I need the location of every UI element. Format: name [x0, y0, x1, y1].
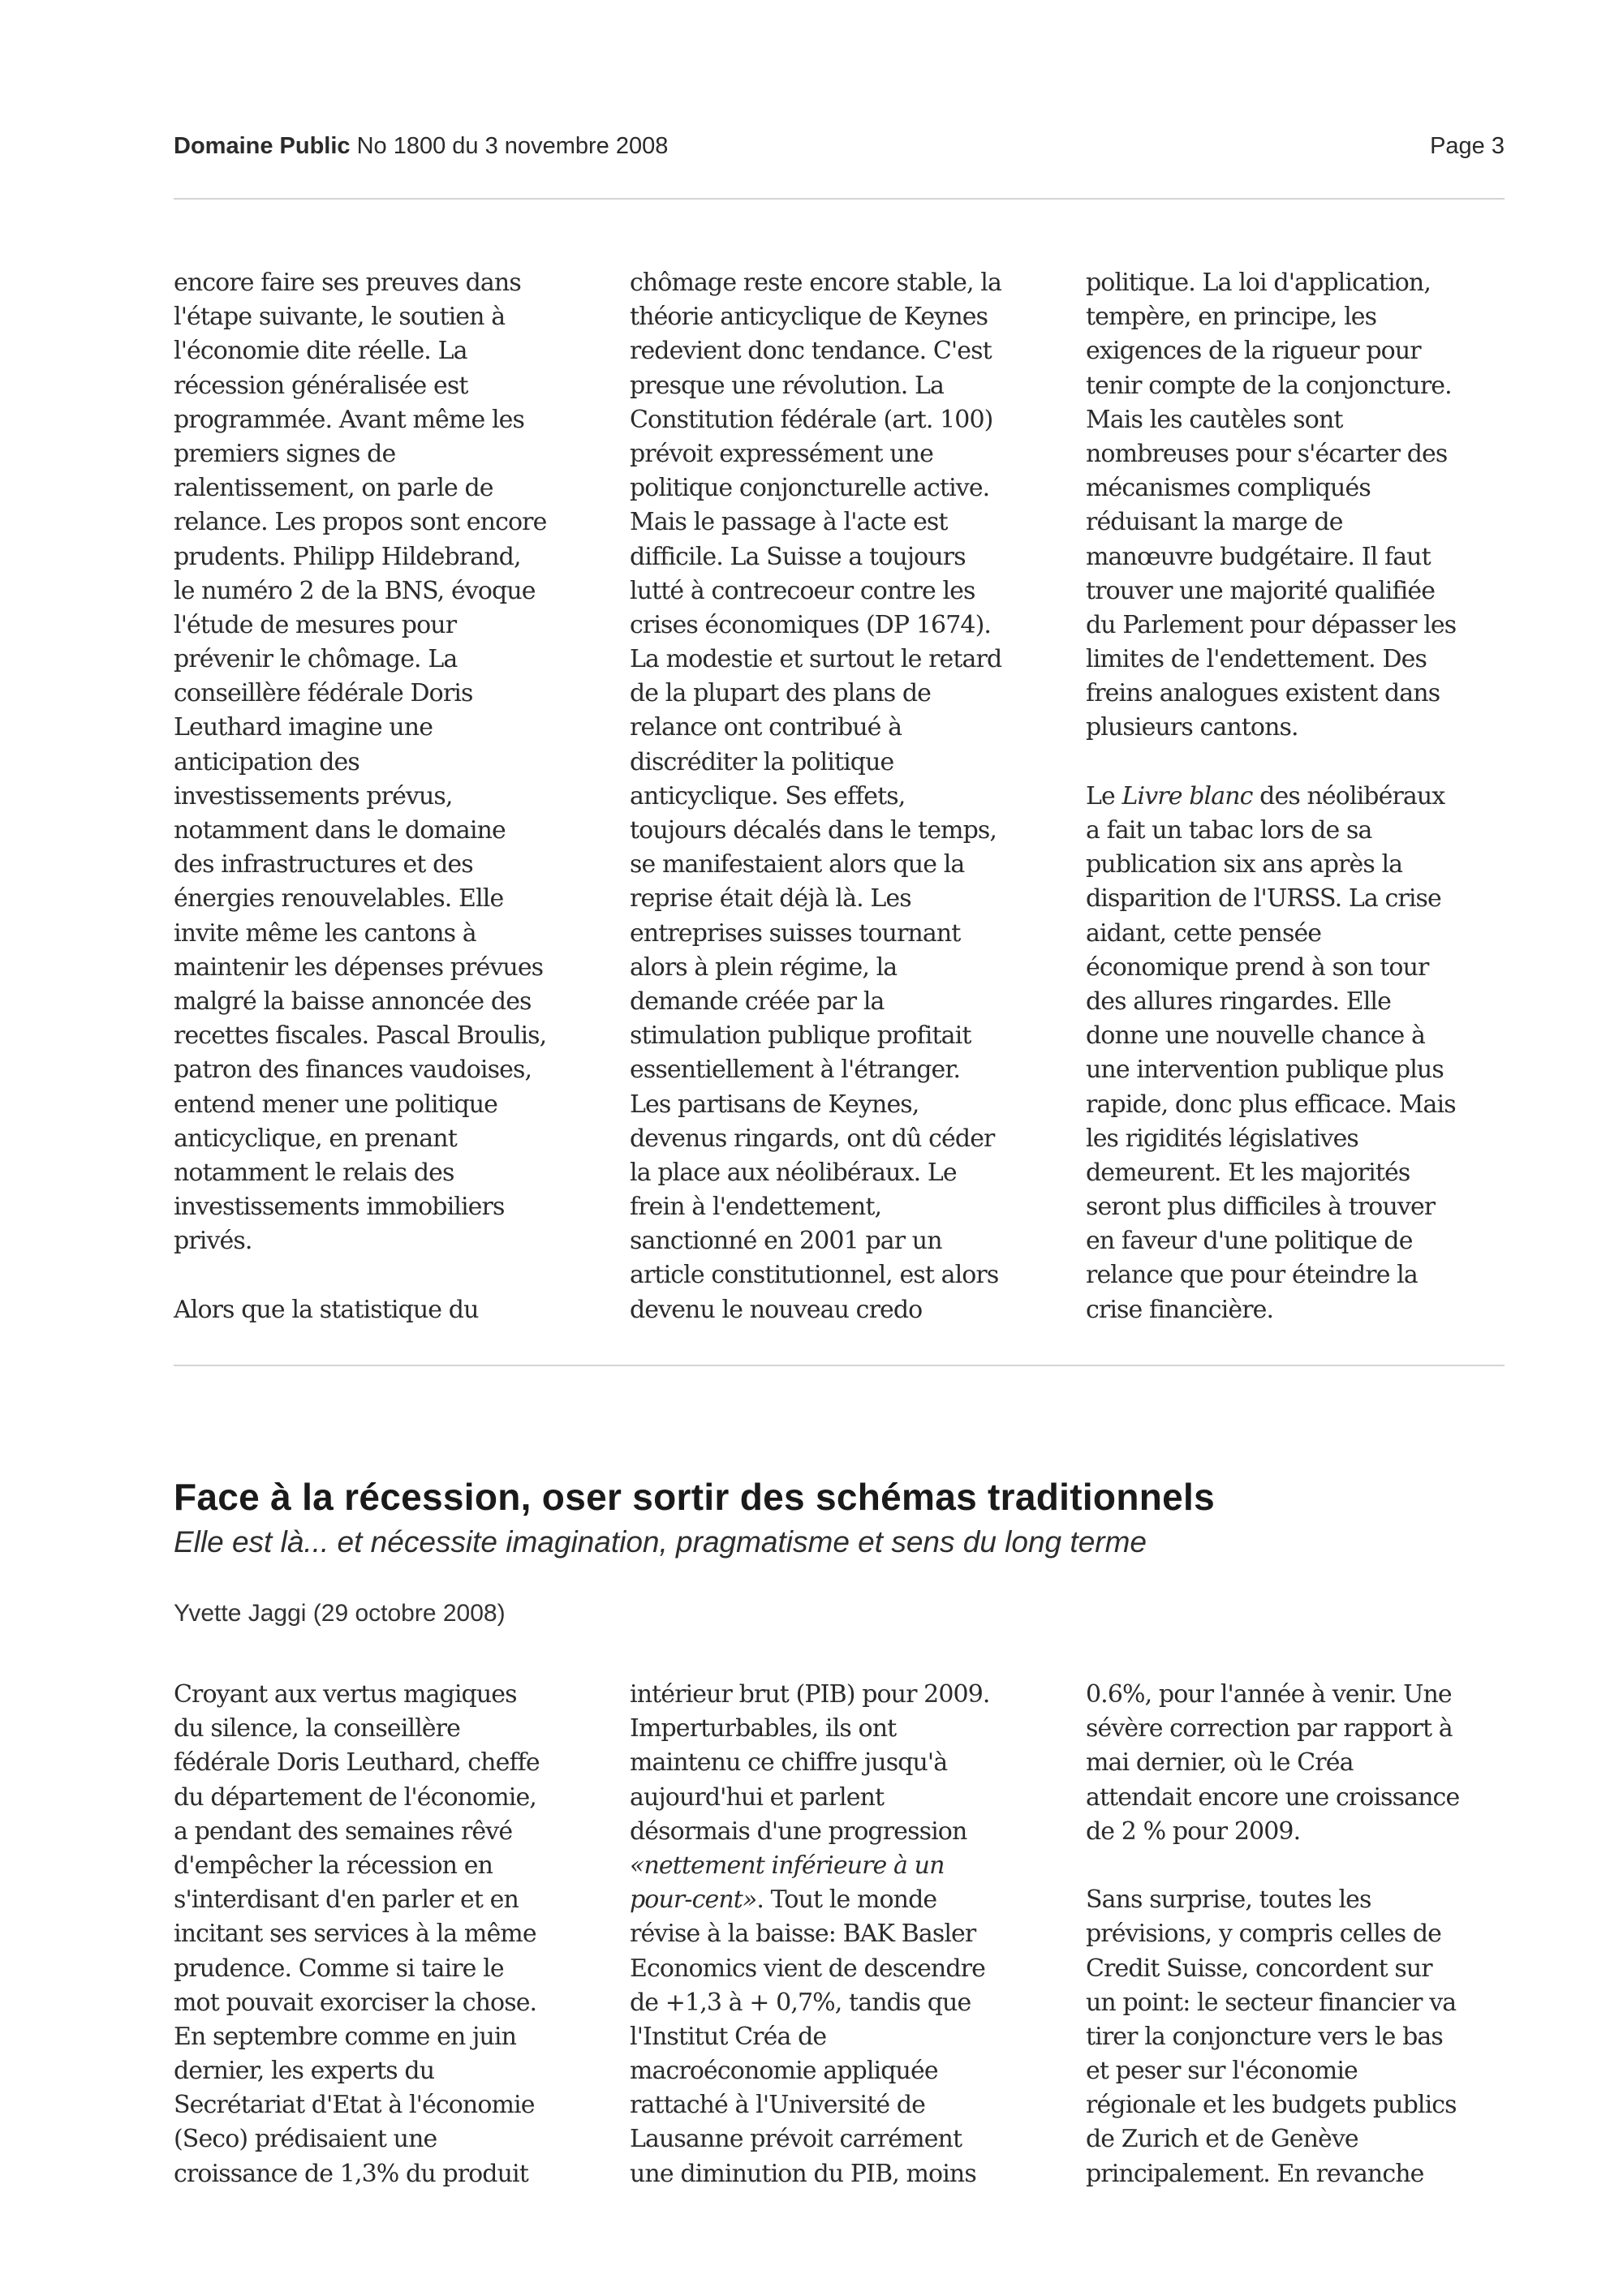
text-line: prévenir le chômage. La: [174, 645, 458, 674]
text-line: aujourd'hui et parlent: [630, 1782, 885, 1812]
continued-column-2: [630, 266, 1052, 1327]
text-line: anticyclique. Ses effets,: [630, 781, 906, 810]
text-line: malgré la baisse annoncée des: [174, 987, 532, 1016]
text-line: Imperturbables, ils ont: [630, 1714, 897, 1743]
text-line: Les partisans de Keynes,: [630, 1090, 919, 1119]
text-line: l'économie dite réelle. La: [174, 337, 467, 366]
issue-info: No 1800 du 3 novembre 2008: [356, 133, 669, 159]
text-line: prudents. Philipp Hildebrand,: [174, 542, 521, 571]
text-line: limites de l'endettement. Des: [1086, 645, 1427, 674]
text-line: fédérale Doris Leuthard, cheffe: [174, 1748, 540, 1778]
text-line: entend mener une politique: [174, 1090, 498, 1119]
text-line: essentiellement à l'étranger.: [630, 1056, 961, 1085]
text-line: croissance de 1,3% du produit: [174, 2159, 528, 2188]
text-line: prévoit expressément une: [630, 439, 933, 468]
text-line: prévisions, y compris celles de: [1086, 1920, 1442, 1949]
text-line: a fait un tabac lors de sa: [1086, 816, 1372, 845]
text-line: (Seco) prédisaient une: [174, 2125, 437, 2154]
text-line: demande créée par la: [630, 987, 885, 1016]
text-line: Leuthard imagine une: [174, 713, 433, 742]
text-line: privés.: [174, 1227, 252, 1256]
text-line: rapide, donc plus efficace. Mais: [1086, 1090, 1456, 1119]
paragraph-gap: [1086, 1849, 1508, 1883]
text-line: entreprises suisses tournant: [630, 918, 961, 948]
article-title: Face à la récession, oser sortir des schémas traditionnels: [174, 1476, 1215, 1518]
text-line: rattaché à l'Université de: [630, 2091, 926, 2120]
text-line: lutté à contrecoeur contre les: [630, 576, 975, 605]
paragraph-gap: [1086, 746, 1508, 780]
text-line: demeurent. Et les majorités: [1086, 1158, 1410, 1187]
text-line: révise à la baisse: BAK Basler: [630, 1920, 976, 1949]
text-line: donne une nouvelle chance à: [1086, 1021, 1426, 1051]
text-line: anticipation des: [174, 747, 359, 776]
text-line: reprise était déjà là. Les: [630, 884, 911, 914]
text-line: toujours décalés dans le temps,: [630, 816, 997, 845]
text-line: devenu le nouveau credo: [630, 1295, 923, 1324]
text-line: crise financière.: [1086, 1295, 1274, 1324]
article-divider: [174, 1365, 1505, 1366]
text-line: de +1,3 à + 0,7%, tandis que: [630, 1988, 971, 2017]
text-line: premiers signes de: [174, 439, 396, 468]
text-line: Mais le passage à l'acte est: [630, 508, 948, 537]
text-line: macroéconomie appliquée: [630, 2057, 938, 2086]
text-line: 0.6%, pour l'année à venir. Une: [1086, 1680, 1452, 1709]
text-line: mai dernier, où le Créa: [1086, 1748, 1354, 1778]
page-number: Page 3: [1430, 133, 1505, 159]
text-line: discréditer la politique: [630, 747, 894, 776]
article-subtitle: Elle est là... et nécessite imagination, pragmatisme et sens du long terme: [174, 1525, 1147, 1559]
text-line: relance que pour éteindre la: [1086, 1261, 1418, 1290]
text-line: devenus ringards, ont dû céder: [630, 1124, 995, 1153]
text-line: patron des finances vaudoises,: [174, 1056, 532, 1085]
text-line: investissements immobiliers: [174, 1193, 505, 1222]
text-line: Secrétariat d'Etat à l'économie: [174, 2091, 535, 2120]
text-line: exigences de la rigueur pour: [1086, 337, 1421, 366]
text-line: «nettement inférieure à un: [630, 1851, 945, 1880]
text-line: maintenir les dépenses prévues: [174, 952, 544, 982]
text-line: dernier, les experts du: [174, 2057, 435, 2086]
text-line: s'interdisant d'en parler et en: [174, 1885, 519, 1915]
text-line: principalement. En revanche: [1086, 2159, 1424, 2188]
text-line: tempère, en principe, les: [1086, 303, 1377, 332]
text-line: maintenu ce chiffre jusqu'à: [630, 1748, 948, 1778]
text-line: alors à plein régime, la: [630, 952, 898, 982]
text-line: mot pouvait exorciser la chose.: [174, 1988, 537, 2017]
text-line: notamment le relais des: [174, 1158, 454, 1187]
text-line: presque une révolution. La: [630, 371, 944, 400]
text-line: pour-cent». Tout le monde: [630, 1885, 937, 1915]
page-header: [174, 133, 1505, 169]
text-line: Credit Suisse, concordent sur: [1086, 1954, 1432, 1983]
text-line: la place aux néolibéraux. Le: [630, 1158, 957, 1187]
text-line: désormais d'une progression: [630, 1817, 967, 1846]
text-line: Le Livre blanc des néolibéraux: [1086, 781, 1445, 810]
text-line: attendait encore une croissance: [1086, 1782, 1460, 1812]
text-line: un point: le secteur financier va: [1086, 1988, 1457, 2017]
text-line: l'étude de mesures pour: [174, 610, 457, 639]
text-line: de 2 % pour 2009.: [1086, 1817, 1301, 1846]
text-line: stimulation publique profitait: [630, 1021, 971, 1051]
text-line: les rigidités législatives: [1086, 1124, 1358, 1153]
text-line: de Zurich et de Genève: [1086, 2125, 1358, 2154]
text-line: en faveur d'une politique de: [1086, 1227, 1413, 1256]
text-line: du département de l'économie,: [174, 1782, 536, 1812]
text-line: plusieurs cantons.: [1086, 713, 1298, 742]
text-line: se manifestaient alors que la: [630, 850, 965, 879]
text-line: La modestie et surtout le retard: [630, 645, 1002, 674]
text-line: de la plupart des plans de: [630, 679, 932, 708]
text-line: anticyclique, en prenant: [174, 1124, 457, 1153]
text-line: notamment dans le domaine: [174, 816, 506, 845]
text-line: tenir compte de la conjoncture.: [1086, 371, 1452, 400]
text-line: sanctionné en 2001 par un: [630, 1227, 942, 1256]
text-line: Lausanne prévoit carrément: [630, 2125, 962, 2154]
text-line: et peser sur l'économie: [1086, 2057, 1358, 2086]
text-line: une intervention publique plus: [1086, 1056, 1444, 1085]
text-line: Sans surprise, toutes les: [1086, 1885, 1371, 1915]
text-line: prudence. Comme si taire le: [174, 1954, 504, 1983]
text-line: l'étape suivante, le soutien à: [174, 303, 506, 332]
text-line: du Parlement pour dépasser les: [1086, 610, 1457, 639]
text-line: article constitutionnel, est alors: [630, 1261, 999, 1290]
text-line: a pendant des semaines rêvé: [174, 1817, 513, 1846]
text-line: du silence, la conseillère: [174, 1714, 460, 1743]
text-line: conseillère fédérale Doris: [174, 679, 473, 708]
text-line: crises économiques (DP 1674).: [630, 610, 992, 639]
text-line: énergies renouvelables. Elle: [174, 884, 504, 914]
text-line: l'Institut Créa de: [630, 2022, 827, 2051]
continued-column-1: [174, 266, 596, 1327]
text-line: En septembre comme en juin: [174, 2022, 517, 2051]
text-line: Economics vient de descendre: [630, 1954, 985, 1983]
text-line: Constitution fédérale (art. 100): [630, 405, 993, 434]
text-line: difficile. La Suisse a toujours: [630, 542, 966, 571]
text-line: régionale et les budgets publics: [1086, 2091, 1457, 2120]
text-line: recettes fiscales. Pascal Broulis,: [174, 1021, 547, 1051]
text-line: des infrastructures et des: [174, 850, 473, 879]
continued-column-3: [1086, 266, 1508, 1327]
text-line: Alors que la statistique du: [174, 1295, 479, 1324]
text-line: manœuvre budgétaire. Il faut: [1086, 542, 1431, 571]
text-line: relance. Les propos sont encore: [174, 508, 547, 537]
article-column-2: [630, 1678, 1052, 2191]
text-line: chômage reste encore stable, la: [630, 269, 1001, 297]
text-line: nombreuses pour s'écarter des: [1086, 439, 1448, 468]
text-line: investissements prévus,: [174, 781, 453, 810]
text-line: ralentissement, on parle de: [174, 474, 493, 503]
text-line: encore faire ses preuves dans: [174, 269, 521, 297]
text-line: théorie anticyclique de Keynes: [630, 303, 988, 332]
text-line: invite même les cantons à: [174, 918, 476, 948]
text-line: publication six ans après la: [1086, 850, 1403, 879]
text-line: mécanismes compliqués: [1086, 474, 1371, 503]
text-line: redevient donc tendance. C'est: [630, 337, 992, 366]
publication-name: Domaine Public: [174, 133, 351, 159]
text-line: aidant, cette pensée: [1086, 918, 1322, 948]
text-line: économique prend à son tour: [1086, 952, 1429, 982]
text-line: relance ont contribué à: [630, 713, 902, 742]
text-line: une diminution du PIB, moins: [630, 2159, 976, 2188]
text-line: politique conjoncturelle active.: [630, 474, 990, 503]
text-line: récession généralisée est: [174, 371, 468, 400]
text-line: freins analogues existent dans: [1086, 679, 1440, 708]
paragraph-gap: [174, 1258, 596, 1292]
text-line: sévère correction par rapport à: [1086, 1714, 1453, 1743]
article-column-3: [1086, 1678, 1508, 2191]
text-line: réduisant la marge de: [1086, 508, 1343, 537]
text-line: Mais les cautèles sont: [1086, 405, 1343, 434]
text-line: intérieur brut (PIB) pour 2009.: [630, 1680, 990, 1709]
text-line: le numéro 2 de la BNS, évoque: [174, 576, 536, 605]
text-line: des allures ringardes. Elle: [1086, 987, 1391, 1016]
text-line: programmée. Avant même les: [174, 405, 524, 434]
header-divider: [174, 198, 1505, 200]
article-column-1: [174, 1678, 596, 2191]
text-line: tirer la conjoncture vers le bas: [1086, 2022, 1443, 2051]
text-line: trouver une majorité qualifiée: [1086, 576, 1436, 605]
text-line: d'empêcher la récession en: [174, 1851, 493, 1880]
text-line: disparition de l'URSS. La crise: [1086, 884, 1441, 914]
text-line: Croyant aux vertus magiques: [174, 1680, 517, 1709]
text-line: seront plus difficiles à trouver: [1086, 1193, 1436, 1222]
text-line: incitant ses services à la même: [174, 1920, 536, 1949]
text-line: frein à l'endettement,: [630, 1193, 882, 1222]
article-byline: Yvette Jaggi (29 octobre 2008): [174, 1600, 506, 1627]
text-line: politique. La loi d'application,: [1086, 269, 1431, 297]
